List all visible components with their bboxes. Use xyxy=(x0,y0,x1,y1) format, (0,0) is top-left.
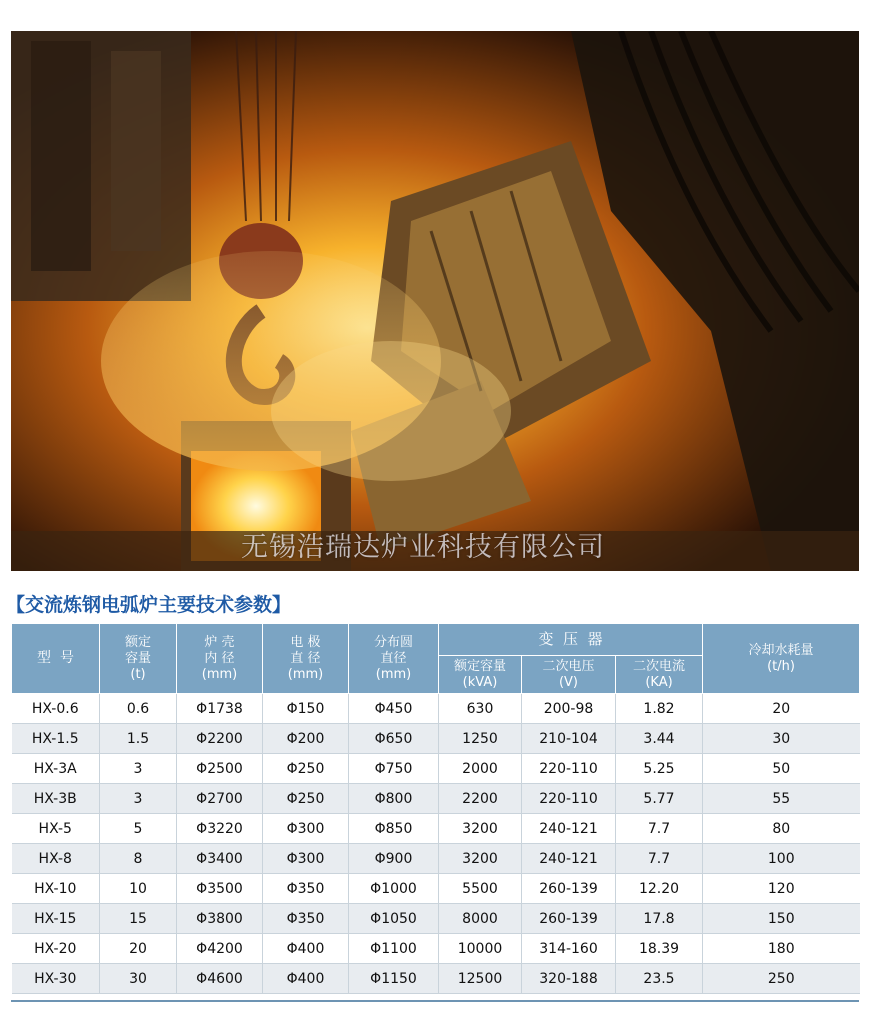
cell-cooling-water: 50 xyxy=(703,754,860,784)
table-row xyxy=(12,784,860,814)
table-row xyxy=(12,844,860,874)
cell-secondary-voltage: 240-121 xyxy=(522,844,616,874)
company-watermark: 无锡浩瑞达炉业科技有限公司 xyxy=(241,532,605,563)
cell-secondary-current: 5.77 xyxy=(616,784,703,814)
cell-pitch-circle: Φ800 xyxy=(349,784,439,814)
cell-cooling-water: 150 xyxy=(703,904,860,934)
cell-model: HX-15 xyxy=(12,904,100,934)
header-pitch-circle: 分布圆 直径 (mm) xyxy=(349,624,439,694)
cell-secondary-voltage: 210-104 xyxy=(522,724,616,754)
cell-pitch-circle: Φ1000 xyxy=(349,874,439,904)
cell-secondary-current: 7.7 xyxy=(616,844,703,874)
cell-capacity: 30 xyxy=(100,964,177,994)
cell-shell-diameter: Φ2200 xyxy=(177,724,263,754)
cell-secondary-voltage: 220-110 xyxy=(522,754,616,784)
cell-cooling-water: 100 xyxy=(703,844,860,874)
header-cooling-water: 冷却水耗量 (t/h) xyxy=(703,624,860,694)
cell-secondary-current: 7.7 xyxy=(616,814,703,844)
spec-table xyxy=(11,623,860,994)
cell-electrode-diameter: Φ200 xyxy=(263,724,349,754)
cell-cooling-water: 80 xyxy=(703,814,860,844)
cell-shell-diameter: Φ3220 xyxy=(177,814,263,844)
cell-capacity: 8 xyxy=(100,844,177,874)
cell-capacity: 1.5 xyxy=(100,724,177,754)
cell-pitch-circle: Φ750 xyxy=(349,754,439,784)
cell-pitch-circle: Φ900 xyxy=(349,844,439,874)
cell-secondary-voltage: 260-139 xyxy=(522,904,616,934)
cell-secondary-current: 3.44 xyxy=(616,724,703,754)
cell-rated-capacity: 3200 xyxy=(439,844,522,874)
cell-shell-diameter: Φ3400 xyxy=(177,844,263,874)
cell-rated-capacity: 5500 xyxy=(439,874,522,904)
table-row xyxy=(12,874,860,904)
header-secondary-voltage: 二次电压 (V) xyxy=(522,656,616,694)
cell-model: HX-5 xyxy=(12,814,100,844)
cell-cooling-water: 55 xyxy=(703,784,860,814)
furnace-illustration xyxy=(11,31,859,571)
cell-cooling-water: 250 xyxy=(703,964,860,994)
cell-secondary-current: 1.82 xyxy=(616,694,703,724)
cell-electrode-diameter: Φ400 xyxy=(263,934,349,964)
cell-secondary-voltage: 314-160 xyxy=(522,934,616,964)
cell-rated-capacity: 1250 xyxy=(439,724,522,754)
cell-electrode-diameter: Φ300 xyxy=(263,814,349,844)
cell-shell-diameter: Φ4600 xyxy=(177,964,263,994)
cell-pitch-circle: Φ1050 xyxy=(349,904,439,934)
cell-capacity: 5 xyxy=(100,814,177,844)
cell-secondary-voltage: 320-188 xyxy=(522,964,616,994)
cell-secondary-current: 18.39 xyxy=(616,934,703,964)
cell-secondary-voltage: 240-121 xyxy=(522,814,616,844)
section-title: 【交流炼钢电弧炉主要技术参数】 xyxy=(6,594,292,616)
cell-rated-capacity: 12500 xyxy=(439,964,522,994)
cell-model: HX-30 xyxy=(12,964,100,994)
cell-shell-diameter: Φ1738 xyxy=(177,694,263,724)
cell-rated-capacity: 2200 xyxy=(439,784,522,814)
cell-electrode-diameter: Φ400 xyxy=(263,964,349,994)
cell-cooling-water: 30 xyxy=(703,724,860,754)
table-row xyxy=(12,694,860,724)
cell-rated-capacity: 8000 xyxy=(439,904,522,934)
cell-capacity: 10 xyxy=(100,874,177,904)
header-transformer: 变 压 器 xyxy=(439,624,703,656)
cell-rated-capacity: 10000 xyxy=(439,934,522,964)
header-rated-capacity: 额定容量 (kVA) xyxy=(439,656,522,694)
cell-secondary-current: 5.25 xyxy=(616,754,703,784)
cell-shell-diameter: Φ3800 xyxy=(177,904,263,934)
cell-cooling-water: 120 xyxy=(703,874,860,904)
cell-electrode-diameter: Φ350 xyxy=(263,904,349,934)
cell-electrode-diameter: Φ250 xyxy=(263,754,349,784)
cell-secondary-current: 12.20 xyxy=(616,874,703,904)
cell-capacity: 15 xyxy=(100,904,177,934)
header-secondary-current: 二次电流 (KA) xyxy=(616,656,703,694)
header-shell-diameter: 炉 壳 内 径 (mm) xyxy=(177,624,263,694)
cell-secondary-voltage: 220-110 xyxy=(522,784,616,814)
furnace-photo xyxy=(11,31,859,571)
cell-capacity: 0.6 xyxy=(100,694,177,724)
header-model: 型 号 xyxy=(12,624,100,694)
cell-capacity: 3 xyxy=(100,784,177,814)
table-row xyxy=(12,964,860,994)
cell-model: HX-0.6 xyxy=(12,694,100,724)
cell-secondary-current: 23.5 xyxy=(616,964,703,994)
cell-pitch-circle: Φ850 xyxy=(349,814,439,844)
cell-model: HX-20 xyxy=(12,934,100,964)
cell-capacity: 20 xyxy=(100,934,177,964)
cell-electrode-diameter: Φ150 xyxy=(263,694,349,724)
cell-electrode-diameter: Φ250 xyxy=(263,784,349,814)
cell-model: HX-3A xyxy=(12,754,100,784)
spec-table-body xyxy=(12,694,860,994)
cell-rated-capacity: 2000 xyxy=(439,754,522,784)
cell-secondary-voltage: 200-98 xyxy=(522,694,616,724)
cell-electrode-diameter: Φ350 xyxy=(263,874,349,904)
cell-secondary-current: 17.8 xyxy=(616,904,703,934)
cell-secondary-voltage: 260-139 xyxy=(522,874,616,904)
cell-electrode-diameter: Φ300 xyxy=(263,844,349,874)
header-capacity: 额定 容量 (t) xyxy=(100,624,177,694)
cell-capacity: 3 xyxy=(100,754,177,784)
cell-pitch-circle: Φ650 xyxy=(349,724,439,754)
cell-cooling-water: 20 xyxy=(703,694,860,724)
cell-rated-capacity: 630 xyxy=(439,694,522,724)
cell-model: HX-10 xyxy=(12,874,100,904)
cell-model: HX-1.5 xyxy=(12,724,100,754)
cell-cooling-water: 180 xyxy=(703,934,860,964)
cell-rated-capacity: 3200 xyxy=(439,814,522,844)
cell-pitch-circle: Φ1100 xyxy=(349,934,439,964)
cell-shell-diameter: Φ2700 xyxy=(177,784,263,814)
cell-model: HX-8 xyxy=(12,844,100,874)
cell-model: HX-3B xyxy=(12,784,100,814)
table-row xyxy=(12,814,860,844)
table-bottom-rule xyxy=(11,1000,859,1002)
cell-pitch-circle: Φ450 xyxy=(349,694,439,724)
table-row xyxy=(12,904,860,934)
cell-shell-diameter: Φ3500 xyxy=(177,874,263,904)
header-electrode-diameter: 电 极 直 径 (mm) xyxy=(263,624,349,694)
cell-pitch-circle: Φ1150 xyxy=(349,964,439,994)
cell-shell-diameter: Φ2500 xyxy=(177,754,263,784)
cell-shell-diameter: Φ4200 xyxy=(177,934,263,964)
table-row xyxy=(12,934,860,964)
table-row xyxy=(12,754,860,784)
table-row xyxy=(12,724,860,754)
